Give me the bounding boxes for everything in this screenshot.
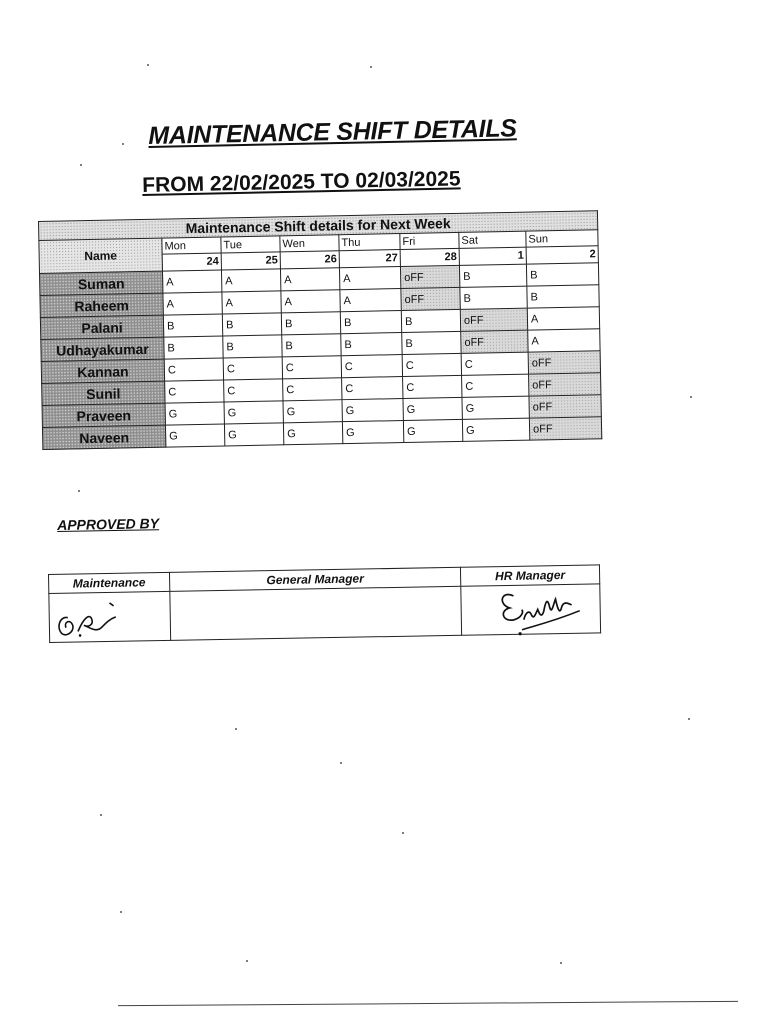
shift-cell: G bbox=[224, 423, 283, 446]
date-header: 26 bbox=[280, 251, 339, 269]
maintenance-signature bbox=[53, 597, 134, 640]
shift-cell: C bbox=[403, 375, 462, 398]
employee-name: Kannan bbox=[41, 359, 164, 383]
approval-header-hr-manager: HR Manager bbox=[460, 565, 599, 586]
scan-speck bbox=[340, 762, 342, 764]
shift-cell: C bbox=[165, 380, 224, 403]
scan-speck bbox=[370, 66, 372, 68]
day-header: Tue bbox=[221, 236, 280, 253]
shift-cell: C bbox=[341, 355, 402, 378]
shift-cell: C bbox=[402, 353, 461, 376]
scan-speck bbox=[246, 960, 248, 962]
day-header: Thu bbox=[339, 234, 400, 251]
shift-cell: B bbox=[222, 313, 281, 336]
shift-cell: B bbox=[402, 331, 461, 354]
shift-cell: G bbox=[462, 418, 529, 441]
shift-cell: A bbox=[162, 270, 221, 293]
shift-cell: A bbox=[281, 290, 340, 313]
shift-cell: G bbox=[165, 424, 224, 447]
shift-cell: B bbox=[340, 311, 401, 334]
day-header: Mon bbox=[162, 237, 221, 254]
shift-cell: G bbox=[403, 397, 462, 420]
date-header: 25 bbox=[221, 252, 280, 270]
shift-cell: oFF bbox=[528, 351, 600, 374]
shift-cell: B bbox=[282, 334, 341, 357]
shift-cell: B bbox=[526, 263, 598, 286]
shift-cell: C bbox=[224, 379, 283, 402]
general-manager-signature-cell bbox=[170, 586, 462, 640]
maintenance-signature-cell bbox=[49, 591, 171, 642]
shift-cell: G bbox=[224, 401, 283, 424]
shift-cell: A bbox=[163, 292, 222, 315]
date-header: 2 bbox=[526, 246, 598, 264]
shift-table-caption: Maintenance Shift details for Next Week bbox=[39, 211, 598, 241]
employee-name: Sunil bbox=[42, 381, 165, 405]
shift-cell: A bbox=[221, 269, 280, 292]
date-header: 28 bbox=[400, 248, 459, 266]
shift-cell: oFF bbox=[401, 287, 460, 310]
shift-cell: A bbox=[280, 268, 339, 291]
shift-cell: B bbox=[460, 286, 527, 309]
shift-cell: C bbox=[164, 358, 223, 381]
scan-speck bbox=[560, 962, 562, 964]
shift-cell: oFF bbox=[529, 373, 601, 396]
page-bottom-edge-line bbox=[118, 1001, 738, 1006]
shift-cell: B bbox=[527, 285, 599, 308]
shift-cell: A bbox=[527, 307, 599, 330]
day-header: Sun bbox=[526, 230, 598, 247]
scan-speck bbox=[100, 814, 102, 816]
date-header: 1 bbox=[459, 247, 526, 265]
hr-manager-signature bbox=[491, 585, 592, 641]
employee-name: Palani bbox=[40, 315, 163, 339]
scan-speck bbox=[78, 490, 80, 492]
shift-cell: oFF bbox=[460, 308, 527, 331]
scan-speck bbox=[147, 64, 149, 66]
employee-name: Praveen bbox=[42, 403, 165, 427]
shift-cell: G bbox=[283, 422, 342, 445]
shift-cell: B bbox=[164, 336, 223, 359]
scan-speck bbox=[688, 718, 690, 720]
shift-cell: B bbox=[163, 314, 222, 337]
shift-cell: B bbox=[223, 335, 282, 358]
employee-name: Udhayakumar bbox=[41, 337, 164, 361]
shift-cell: B bbox=[459, 264, 526, 287]
date-range-subtitle: FROM 22/02/2025 TO 02/03/2025 bbox=[142, 167, 461, 197]
shift-cell: G bbox=[165, 402, 224, 425]
hr-manager-signature-cell bbox=[461, 584, 601, 635]
shift-cell: oFF bbox=[529, 395, 601, 418]
employee-name: Suman bbox=[40, 271, 163, 295]
shift-cell: A bbox=[339, 267, 400, 290]
approval-table bbox=[48, 564, 601, 643]
shift-cell: B bbox=[401, 309, 460, 332]
shift-cell: oFF bbox=[461, 330, 528, 353]
employee-name: Naveen bbox=[42, 425, 165, 449]
shift-cell: G bbox=[342, 421, 403, 444]
shift-cell: A bbox=[528, 329, 600, 352]
shift-cell: G bbox=[403, 419, 462, 442]
shift-table bbox=[38, 210, 602, 450]
shift-cell: A bbox=[222, 291, 281, 314]
day-header: Wen bbox=[280, 235, 339, 252]
shift-cell: G bbox=[342, 399, 403, 422]
shift-cell: B bbox=[341, 333, 402, 356]
date-header: 24 bbox=[162, 253, 221, 271]
day-header: Fri bbox=[400, 232, 459, 249]
shift-cell: oFF bbox=[400, 265, 459, 288]
shift-cell: C bbox=[283, 378, 342, 401]
shift-cell: C bbox=[461, 352, 528, 375]
shift-cell: A bbox=[340, 289, 401, 312]
scan-speck bbox=[690, 396, 692, 398]
scan-speck bbox=[235, 728, 237, 730]
scan-speck bbox=[122, 143, 124, 145]
date-header: 27 bbox=[339, 250, 400, 268]
name-column-header: Name bbox=[39, 238, 163, 273]
approval-header-maintenance: Maintenance bbox=[49, 572, 170, 593]
shift-cell: G bbox=[462, 396, 529, 419]
day-header: Sat bbox=[459, 231, 526, 248]
shift-cell: C bbox=[342, 377, 403, 400]
scan-speck bbox=[120, 911, 122, 913]
approval-header-general-manager: General Manager bbox=[169, 567, 460, 591]
approval-table-container bbox=[48, 564, 601, 643]
shift-table-container bbox=[38, 210, 602, 450]
scan-speck bbox=[80, 164, 82, 166]
shift-cell: C bbox=[223, 357, 282, 380]
shift-cell: B bbox=[281, 312, 340, 335]
approved-by-label: APPROVED BY bbox=[57, 515, 160, 533]
document-title: MAINTENANCE SHIFT DETAILS bbox=[148, 114, 517, 150]
shift-cell: oFF bbox=[529, 417, 601, 440]
employee-name: Raheem bbox=[40, 293, 163, 317]
shift-cell: C bbox=[282, 356, 341, 379]
shift-cell: C bbox=[462, 374, 529, 397]
shift-cell: G bbox=[283, 400, 342, 423]
scan-speck bbox=[402, 832, 404, 834]
